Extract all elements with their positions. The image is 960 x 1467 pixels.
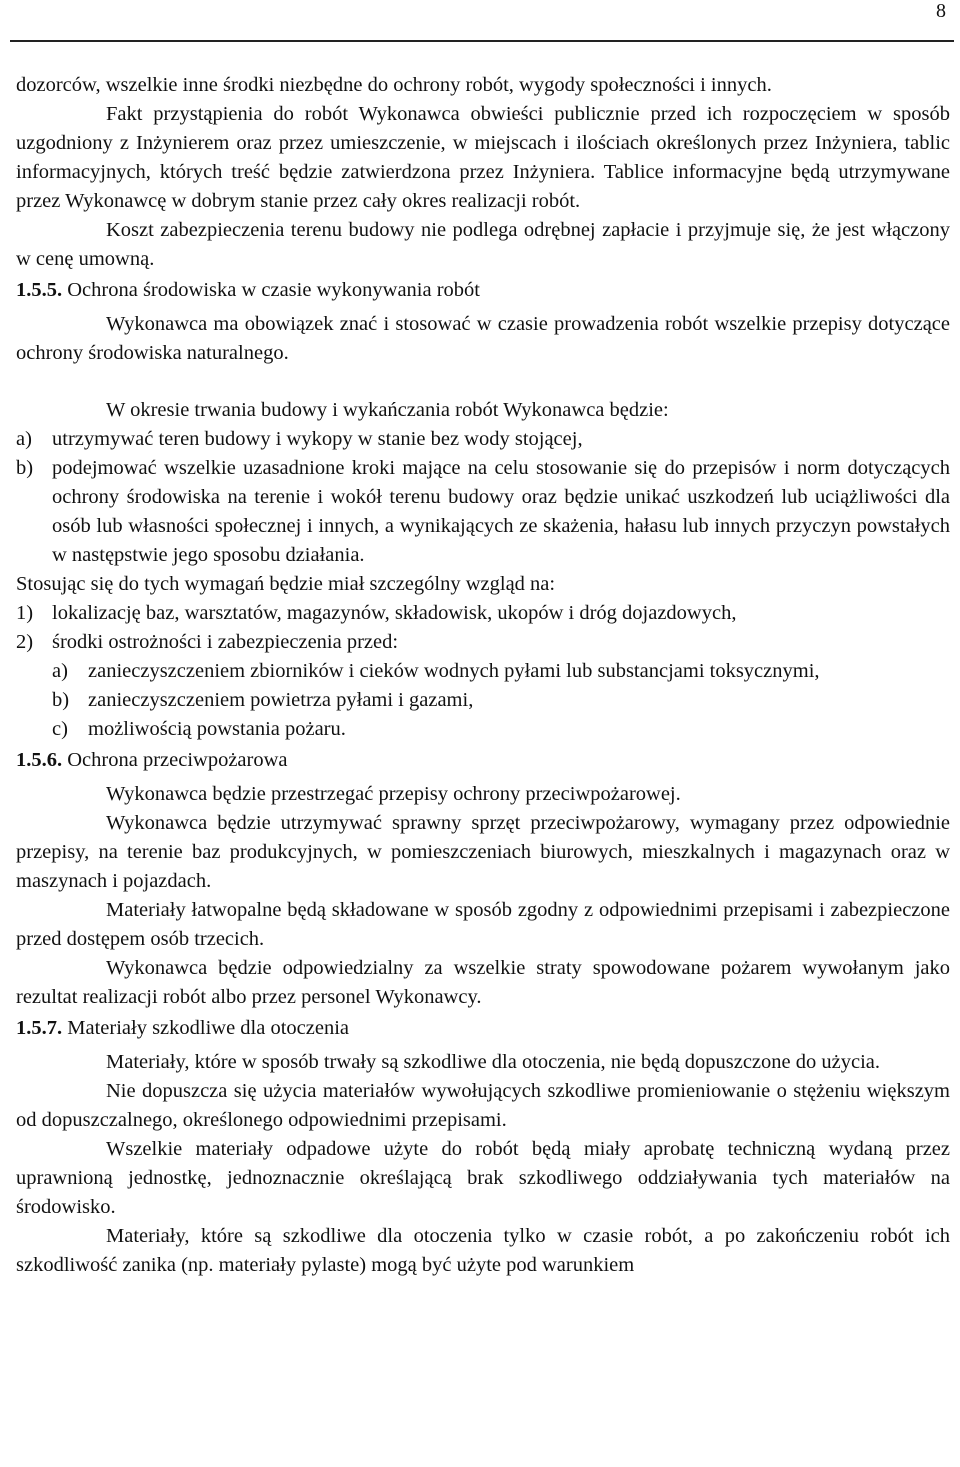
section-heading (16, 276, 950, 305)
section-number: 1.5.6. (16, 749, 63, 771)
list-item-text: utrzymywać teren budowy i wykopy w stanie bez wody stojącej, (52, 428, 583, 450)
section-heading (16, 1014, 950, 1043)
list-item-marker: 1) (16, 602, 34, 624)
paragraph: Wykonawca będzie utrzymywać sprawny sprzęt przeciwpożarowy, wymagany przez odpowiednie przepisy, na terenie baz produkcyjnych, w pomieszczeniach biurowych, mieszkalnych i magazynach oraz w maszynach i pojazdach. (16, 812, 950, 892)
section-number: 1.5.5. (16, 279, 63, 301)
paragraph: Koszt zabezpieczenia terenu budowy nie podlega odrębnej zapłacie i przyjmuje się, że jest włączony w cenę umowną. (16, 219, 950, 270)
header-rule (10, 40, 954, 42)
list-item-text: podejmować wszelkie uzasadnione kroki mające na celu stosowanie się do przepisów i norm dotyczących ochrony środowiska na terenie i wokół terenu budowy oraz będzie unikać uszkodzeń lub uciążliwości dla osób lub własności społecznej i innych, a wynikających ze skażenia, hałasu lub innych przyczyn powstałych w następstwie jego sposobu działania. (52, 457, 950, 566)
section-number: 1.5.7. (16, 1017, 63, 1039)
paragraph: W okresie trwania budowy i wykańczania robót Wykonawca będzie: (106, 399, 669, 421)
section-title: Ochrona środowiska w czasie wykonywania robót (67, 279, 480, 301)
list-item (16, 425, 950, 454)
list-item-text: zanieczyszczeniem zbiorników i cieków wodnych pyłami lub substancjami toksycznymi, (88, 660, 820, 682)
paragraph: Wykonawca będzie odpowiedzialny za wszelkie straty spowodowane pożarem wywołanym jako rezultat realizacji robót albo przez personel Wykonawcy. (16, 957, 950, 1008)
list-item-marker: a) (52, 660, 68, 682)
list-item-text: zanieczyszczeniem powietrza pyłami i gazami, (88, 689, 474, 711)
list-item (16, 686, 950, 715)
paragraph: Materiały, które są szkodliwe dla otoczenia tylko w czasie robót, a po zakończeniu robót ich szkodliwość zanika (np. materiały pylaste) mogą być użyte pod warunkiem (16, 1225, 950, 1276)
paragraph: Nie dopuszcza się użycia materiałów wywołujących szkodliwe promieniowanie o stężeniu większym od dopuszczalnego, określonego odpowiednimi przepisami. (16, 1080, 950, 1131)
list-item-text: możliwością powstania pożaru. (88, 718, 346, 740)
document-body (16, 71, 950, 1280)
list-item-marker: b) (52, 689, 70, 711)
paragraph: Materiały, które w sposób trwały są szkodliwe dla otoczenia, nie będą dopuszczone do użycia. (106, 1051, 880, 1073)
list-item-marker: a) (16, 428, 32, 450)
list-item (16, 657, 950, 686)
paragraph: Stosując się do tych wymagań będzie miał szczególny wzgląd na: (16, 573, 556, 595)
list-item (16, 454, 950, 570)
list-item (16, 628, 950, 657)
paragraph: Wszelkie materiały odpadowe użyte do robót będą miały aprobatę techniczną wydaną przez uprawnioną jednostkę, jednoznacznie określającą brak szkodliwego oddziaływania tych materiałów na środowisko. (16, 1138, 950, 1218)
section-heading (16, 746, 950, 775)
list-item (16, 599, 950, 628)
page-number: 8 (936, 0, 946, 22)
list-item-marker: 2) (16, 631, 34, 653)
paragraph: Wykonawca będzie przestrzegać przepisy ochrony przeciwpożarowej. (106, 783, 681, 805)
list-item-marker: c) (52, 718, 68, 740)
section-title: Ochrona przeciwpożarowa (67, 749, 288, 771)
paragraph: Materiały łatwopalne będą składowane w sposób zgodny z odpowiednimi przepisami i zabezpieczone przed dostępem osób trzecich. (16, 899, 950, 950)
list-item-text: środki ostrożności i zabezpieczenia przed: (52, 631, 399, 653)
section-title: Materiały szkodliwe dla otoczenia (67, 1017, 350, 1039)
list-item-text: lokalizację baz, warsztatów, magazynów, składowisk, ukopów i dróg dojazdowych, (52, 602, 737, 624)
paragraph: Wykonawca ma obowiązek znać i stosować w czasie prowadzenia robót wszelkie przepisy dotyczące ochrony środowiska naturalnego. (16, 313, 950, 364)
paragraph: dozorców, wszelkie inne środki niezbędne do ochrony robót, wygody społeczności i innych. (16, 74, 772, 96)
list-item (16, 715, 950, 744)
paragraph: Fakt przystąpienia do robót Wykonawca obwieści publicznie przed ich rozpoczęciem w sposób uzgodniony z Inżynierem oraz przez umieszczenie, w miejscach i ilościach określonych przez Inżyniera, tablic informacyjnych, których treść będzie zatwierdzona przez Inżyniera. Tablice informacyjne będą utrzymywane przez Wykonawcę w dobrym stanie przez cały okres realizacji robót. (16, 103, 950, 212)
list-item-marker: b) (16, 457, 34, 479)
blank-line (16, 368, 950, 396)
